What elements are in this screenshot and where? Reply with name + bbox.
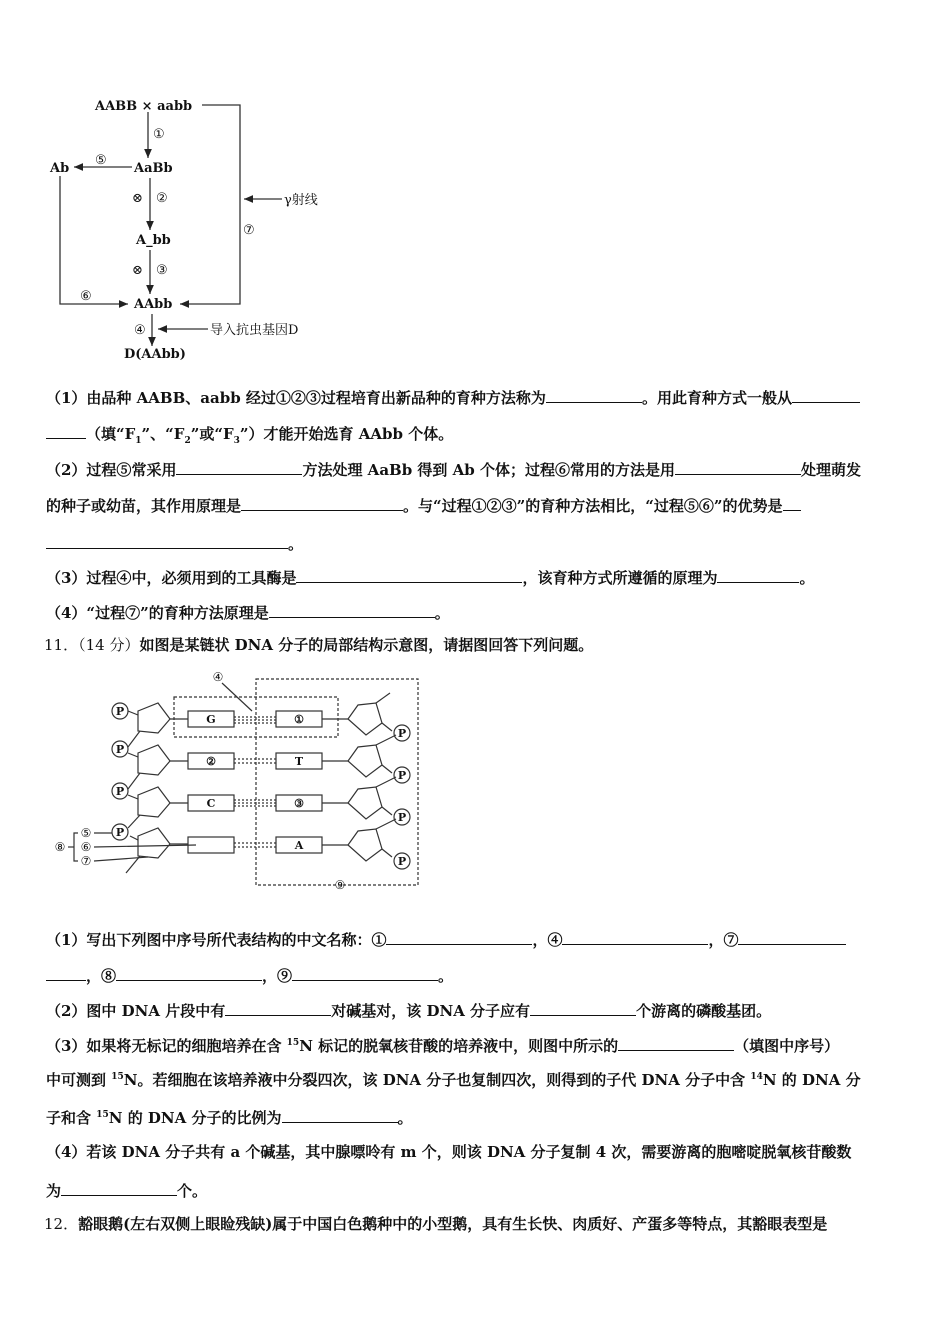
label-8: ⑧ [54,840,66,854]
text-span: 。 [288,535,304,553]
question-number: 12． [44,1215,79,1233]
step-4-label: ④ [134,323,146,338]
text-span: 为 [46,1182,62,1200]
q12-stem [44,1214,906,1234]
answer-blank[interactable] [675,458,801,475]
text-span: P [397,769,407,782]
text-span: 2 [184,436,191,446]
text-span: 3 [233,436,240,446]
text-span: 。 [434,604,450,622]
q10-part2-line2 [46,494,908,516]
haploid-label: Ab [50,161,70,176]
answer-blank[interactable] [292,964,438,981]
text-span: 14 [750,1072,763,1082]
text-span: （4）“过程⑦”的育种方法原理是 [46,604,269,622]
answer-blank[interactable] [562,928,708,945]
q11-part4-line2 [46,1179,908,1201]
text-span: 。与“过程①②③”的育种方法相比，“过程⑤⑥”的优势是 [403,497,783,515]
text-span: 个游离的磷酸基团。 [636,1002,772,1020]
text-span: P [397,855,407,868]
text-span: （4）若该 DNA 分子共有 a 个碱基，其中腺嘌呤有 m 个，则该 DNA 分子复制 4 次，需要游离的胞嘧啶脱氧核苷酸数 [46,1143,852,1161]
q10-part3 [46,566,908,588]
step-1-label: ① [153,127,165,142]
answer-blank[interactable] [282,1106,398,1123]
text-span: P [397,811,407,824]
intermediate-label: A_bb [136,233,171,248]
left-base-1: G [206,713,216,726]
answer-blank[interactable] [225,999,331,1016]
step-2-label: ② [156,191,168,206]
text-span: （2）过程⑤常采用 [46,461,177,479]
transgenic-label: D(AAbb) [124,347,186,362]
q11-part3-line1 [46,1034,908,1056]
q10-part4 [46,601,908,623]
text-span: N 的 DNA 分 [762,1071,861,1089]
text-span: ”）才能开始选育 AAbb 个体。 [239,425,454,443]
text-span: ”或“F [190,425,234,443]
q10-part1-line1 [46,386,908,408]
text-span: 对碱基对，该 DNA 分子应有 [331,1002,531,1020]
label-4: ④ [212,670,224,684]
gene-import-label: 导入抗虫基因D [210,323,299,338]
text-span: ，该育种方式所遵循的原理为 [522,569,718,587]
dna-structure-diagram [40,665,440,895]
selfing-symbol-1: ⊗ [132,191,143,206]
question-number: 11． [44,636,79,654]
answer-blank[interactable] [792,386,860,403]
q10-part1-line2 [46,422,908,444]
label-6: ⑥ [80,840,92,854]
answer-blank[interactable] [530,999,636,1016]
step-5-label: ⑤ [95,153,107,168]
text-span: N 的 DNA 分子的比例为 [108,1109,282,1127]
text-span: 子和含 [46,1109,97,1127]
answer-blank[interactable] [46,532,288,549]
answer-blank[interactable] [618,1034,734,1051]
text-span: 个。 [177,1182,208,1200]
answer-blank[interactable] [116,964,262,981]
text-span: P [115,743,125,756]
answer-blank[interactable] [386,928,532,945]
answer-blank[interactable] [783,494,801,511]
text-span: P [397,727,407,740]
text-span: P [115,705,125,718]
text-span: N。若细胞在该培养液中分裂四次，该 DNA 分子也复制四次，则得到的子代 DNA 分子中含 [123,1071,751,1089]
target-label: AAbb [134,297,173,312]
text-span: ，④ [532,931,563,949]
answer-blank[interactable] [241,494,403,511]
q11-part1-line1 [46,928,908,950]
label-5: ⑤ [80,826,92,840]
text-span: 处理萌发 [801,461,862,479]
right-base-2: T [294,755,304,768]
text-span: ，⑧ [86,967,117,985]
right-base-4: A [294,839,304,852]
selfing-symbol-2: ⊗ [132,263,143,278]
text-span: 15 [96,1110,109,1120]
text-span: （2）图中 DNA 片段中有 [46,1002,226,1020]
q11-part1-line2 [46,964,908,986]
step-7-label: ⑦ [243,223,255,238]
q10-part2-line3 [46,532,908,554]
text-span: P [115,826,125,839]
text-span: （3）如果将无标记的细胞培养在含 [46,1037,287,1055]
q11-part2 [46,999,908,1021]
answer-blank[interactable] [61,1179,177,1196]
answer-blank[interactable] [296,566,522,583]
text-span: ，⑨ [262,967,293,985]
text-span: 。 [397,1109,413,1127]
q11-part3-line3 [46,1106,908,1128]
answer-blank[interactable] [269,601,435,618]
text-span: ，⑦ [708,931,739,949]
text-span: 。 [438,967,454,985]
right-base-1: ① [294,713,304,726]
text-span: （填图中序号） [734,1037,840,1055]
text-span: 15 [111,1072,124,1082]
text-span: 15 [286,1038,300,1048]
text-span: N 标记的脱氧核苷酸的培养液中，则图中所示的 [299,1037,619,1055]
step-6-label: ⑥ [80,289,92,304]
label-7: ⑦ [80,854,92,868]
q11-part3-line2 [46,1070,908,1090]
f1-label: AaBb [134,161,173,176]
text-span: 方法处理 AaBb 得到 Ab 个体；过程⑥常用的方法是用 [302,461,675,479]
text-span: （3）过程④中，必须用到的工具酶是 [46,569,297,587]
answer-blank[interactable] [46,964,86,981]
q11-part4-line1 [46,1142,908,1162]
left-base-2: ② [206,755,216,768]
text-span: （1）写出下列图中序号所代表结构的中文名称：① [46,931,387,949]
q11-header [44,635,906,655]
question-score: （14 分） [78,636,140,654]
q10-part2-line1 [46,458,908,480]
answer-blank[interactable] [738,928,846,945]
left-base-3: C [206,797,216,810]
text-span: P [115,785,125,798]
right-base-3: ③ [294,797,304,810]
text-span: 。用此育种方式一般从 [641,389,792,407]
breeding-scheme-diagram [40,92,340,367]
answer-blank[interactable] [717,566,799,583]
question-stem: 如图是某链状 DNA 分子的局部结构示意图，请据图回答下列问题。 [139,636,594,654]
gamma-ray-label: γ射线 [284,193,318,208]
text-span: ”、“F [141,425,185,443]
label-9: ⑨ [334,878,346,892]
text-span: （1）由品种 AABB、aabb 经过①②③过程培育出新品种的育种方法称为 [46,389,546,407]
answer-blank[interactable] [546,386,642,403]
text-span: 的种子或幼苗，其作用原理是 [46,497,242,515]
text-span: 1 [135,436,142,446]
text-span: 中可测到 [46,1071,112,1089]
step-3-label: ③ [156,263,168,278]
answer-blank[interactable] [46,422,86,439]
text-span: （填“F [86,425,136,443]
answer-blank[interactable] [176,458,302,475]
question-stem: 豁眼鹅(左右双侧上眼睑残缺)属于中国白色鹅种中的小型鹅，具有生长快、肉质好、产蛋多等特点，其豁眼表型是 [78,1215,828,1233]
parents-label: AABB × aabb [95,99,193,114]
text-span: 。 [799,569,815,587]
